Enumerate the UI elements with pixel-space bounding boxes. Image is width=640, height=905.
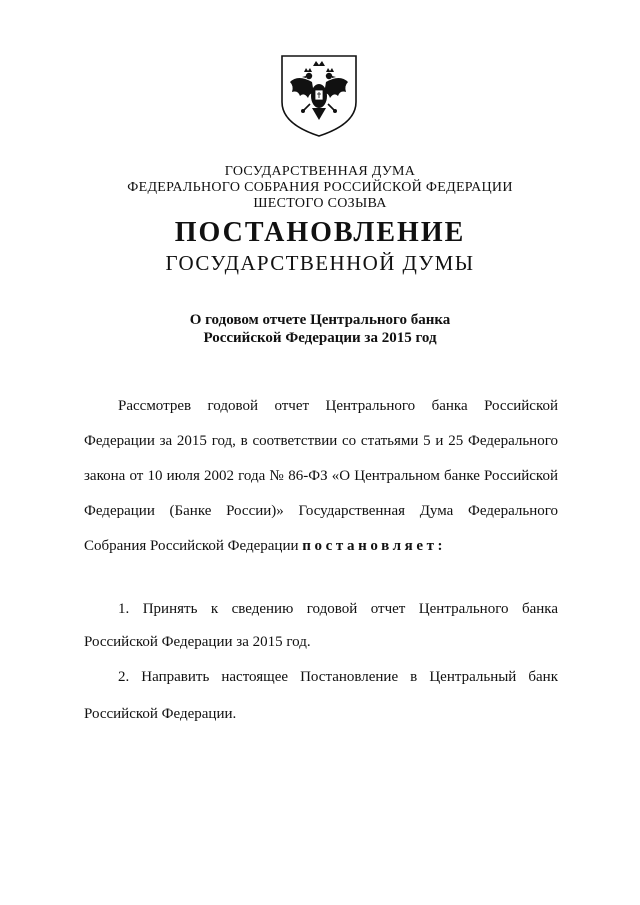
item-1-line-2: Российской Федерации за 2015 год. xyxy=(84,634,311,650)
item-2-line-2: Российской Федерации. xyxy=(84,706,237,722)
org-name-line-2: ФЕДЕРАЛЬНОГО СОБРАНИЯ РОССИЙСКОЙ ФЕДЕРАЦИИ xyxy=(127,180,513,195)
resolves-emphasis: постановляет: xyxy=(302,538,447,554)
document-type-title: ПОСТАНОВЛЕНИЕ xyxy=(174,217,466,248)
item-2-line-1: 2. Направить настоящее Постановление в Центральный банк xyxy=(118,669,558,685)
preamble-line-5-text: Собрания Российской Федерации xyxy=(84,538,303,554)
subject-line-2: Российской Федерации за 2015 год xyxy=(203,330,437,346)
document-issuer: ГОСУДАРСТВЕННОЙ ДУМЫ xyxy=(165,251,475,275)
preamble-line-3: закона от 10 июля 2002 года № 86-ФЗ «О Центральном банке Российской xyxy=(84,468,558,484)
item-1-line-1: 1. Принять к сведению годовой отчет Центрального банка xyxy=(118,601,558,617)
preamble-line-2: Федерации за 2015 год, в соответствии со статьями 5 и 25 Федерального xyxy=(84,433,558,449)
preamble-line-1: Рассмотрев годовой отчет Центрального банка Российской xyxy=(118,398,558,414)
subject-line-1: О годовом отчете Центрального банка xyxy=(189,312,451,328)
preamble-line-5 xyxy=(84,537,558,555)
org-name-line-1: ГОСУДАРСТВЕННАЯ ДУМА xyxy=(224,164,416,179)
convocation-line: ШЕСТОГО СОЗЫВА xyxy=(253,196,387,211)
coat-of-arms-icon xyxy=(276,52,362,138)
preamble-line-4: Федерации (Банке России)» Государственная Дума Федерального xyxy=(84,503,558,519)
